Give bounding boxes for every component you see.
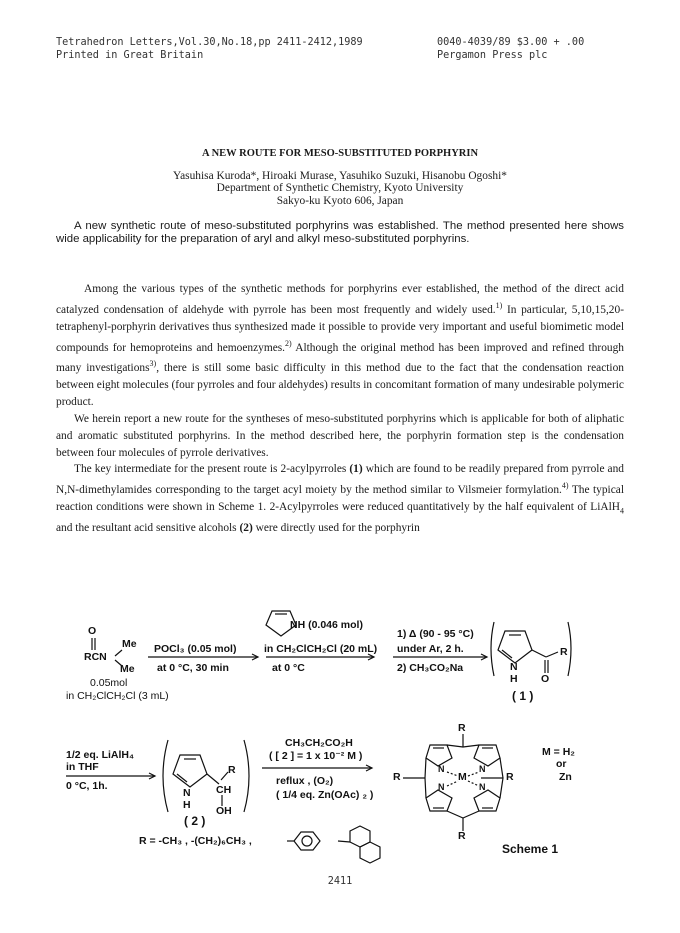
amide-solvent: in CH₂ClCH₂Cl (3 mL) [66,690,169,702]
step3-heat: 1) Δ (90 - 95 °C) [397,628,474,640]
journal-citation: Tetrahedron Letters,Vol.30,No.18,pp 2411-2412,1989 [56,37,363,48]
metal-zinc: Zn [559,771,572,783]
reduction-conditions: 0 °C, 1h. [66,780,108,792]
alcohol-n: N [183,787,191,799]
amide-amount: 0.05mol [90,677,128,689]
paper-title: A NEW ROUTE FOR MESO-SUBSTITUTED PORPHYRIN [201,148,479,159]
text-run: The typical reaction conditions were shown in Scheme 1. 2-Acylpyrroles were reduced quantitatively by the half equivalent of LiAlH [56,484,624,514]
porphyrin-core [403,734,503,831]
amide-methyl-2: Me [120,663,135,675]
naphthyl-bond [338,841,350,842]
text-run: which are found to be readily prepared from pyrrole and N,N-dimethylamides corresponding to the target acyl moiety by the method similar to Vilsmeier formylation. [56,463,624,497]
porphyrin-n: N [479,782,486,792]
step3-workup: 2) CH₃CO₂Na [397,662,464,674]
issn-price: 0040-4039/89 $3.00 + .00 [437,37,585,48]
condensation-acid: CH₃CH₂CO₂H [285,737,353,749]
text-run: were directly used for the porphyrin [252,522,420,535]
condensation-zinc: ( 1/4 eq. Zn(OAc) ₂ ) [276,789,374,801]
citation-ref: 1) [495,300,503,310]
reduction-solvent: in THF [66,761,99,773]
bracket-left [491,622,494,676]
text-run: Although the original method has been improved and refined through many investigations [56,341,624,375]
step1-reagent: POCl₃ (0.05 mol) [154,643,237,655]
phenyl-ring [294,832,320,850]
alcohol-oh: OH [216,805,232,817]
address: Sakyo-ku Kyoto 606, Japan [276,194,404,207]
aromatic-circle [302,836,312,846]
printed-in: Printed in Great Britain [56,50,204,61]
reduction-reagent: 1/2 eq. LiAlH₄ [66,749,135,761]
product-1-ring [498,631,532,663]
condensation-conc: ( [ 2 ] = 1 x 10⁻² M ) [269,750,363,762]
product-1-h: H [510,673,518,685]
compound-ref: (1) [349,463,363,476]
product-1-n: N [510,661,518,673]
product-1-o: O [541,673,550,685]
citation-ref: 3) [149,359,157,369]
text-run: The key intermediate for the present route is 2-acylpyrroles [74,463,350,476]
paragraph-2: We herein report a new route for the syntheses of meso-substituted porphyrins which is applicable for both of aliphatic and aromatic substituted porphyrins. In the method described here, the porphyrin formation step is the condensation between four molecules of pyrrole derivatives. [56,412,624,459]
amide-methyl-1: Me [122,638,137,650]
text-run: , there is still some basic difficulty in this method due to the fact that the condensation reaction between eight molecules (four pyrroles and four aldehydes) results in concomitant formation of many undesirable polymeric product. [56,362,624,408]
abstract: A new synthetic route of meso-substituted porphyrins was established. The method presented here shows wide applicability for the preparation of aryl and alkyl meso-substituted porphyrins. [56,220,624,245]
bracket-right [244,740,249,812]
bracket-left [163,740,168,812]
page-number: 2411 [327,876,353,887]
acyl-bond [532,650,546,657]
porphyrin-r-left: R [393,771,401,783]
step2-solvent: in CH₂ClCH₂Cl (20 mL) [264,643,378,655]
carbinol-r-bond [221,772,228,780]
compound-1-label: ( 1 ) [512,689,534,703]
compound-ref: (2) [239,522,253,535]
step2-conditions: at 0 °C [272,662,305,674]
porphyrin-r-top: R [458,722,466,734]
alcohol-r: R [228,764,236,776]
naphthyl-ring-b [360,842,380,863]
porphyrin-metal: M [458,771,467,783]
compound-2-label: ( 2 ) [184,814,206,828]
porphyrin-r-bottom: R [458,830,466,842]
alcohol-ring [173,755,207,787]
alcohol-h: H [183,799,191,811]
porphyrin-n: N [438,764,445,774]
author-names: Yasuhisa Kuroda*, Hiroaki Murase, Yasuhiko Suzuki, Hisanobu Ogoshi* [173,170,507,182]
step3-atmosphere: under Ar, 2 h. [397,643,464,655]
r-group-definition: R = -CH₃ , -(CH₂)₆CH₃ , [139,835,252,847]
porphyrin-n: N [438,782,445,792]
text-run: In particular, 5,10,15,20-tetraphenyl-porphyrin derivatives thus synthesized made it possible to provide very important and useful biomimetic model compounds for hemoproteins and hemoenzymes. [56,303,624,354]
publisher: Pergamon Press plc [437,50,548,61]
n-me-bond [115,650,122,656]
step1-conditions: at 0 °C, 30 min [157,662,229,674]
scheme-label: Scheme 1 [502,842,559,856]
amide-rcn: RCN [84,651,107,663]
text-run: and the resultant acid sensitive alcohols [56,522,240,535]
product-1-r: R [560,646,568,658]
metal-or: or [556,758,567,770]
amide-oxygen: O [88,625,97,637]
alcohol-ch: CH [216,784,232,796]
citation-ref: 2) [285,338,292,348]
porphyrin-r-right: R [506,771,514,783]
text-run: Among the various types of the synthetic methods for porphyrins ever established, the method of the direct acid catalyzed condensation of aldehyde with pyrrole has been most frequently and widely used. [56,283,624,316]
citation-ref: 4) [561,481,569,491]
bracket-right [568,622,571,676]
pyrrole-reagent: NH (0.046 mol) [290,619,363,631]
metal-definition: M = H₂ [542,746,575,758]
department: Department of Synthetic Chemistry, Kyoto University [216,182,464,195]
subscript: 4 [620,506,624,516]
acyl-r-bond [546,652,558,657]
porphyrin-n: N [479,764,486,774]
carbinol-bond [207,774,219,784]
condensation-reflux: reflux , (O₂) [276,775,334,787]
